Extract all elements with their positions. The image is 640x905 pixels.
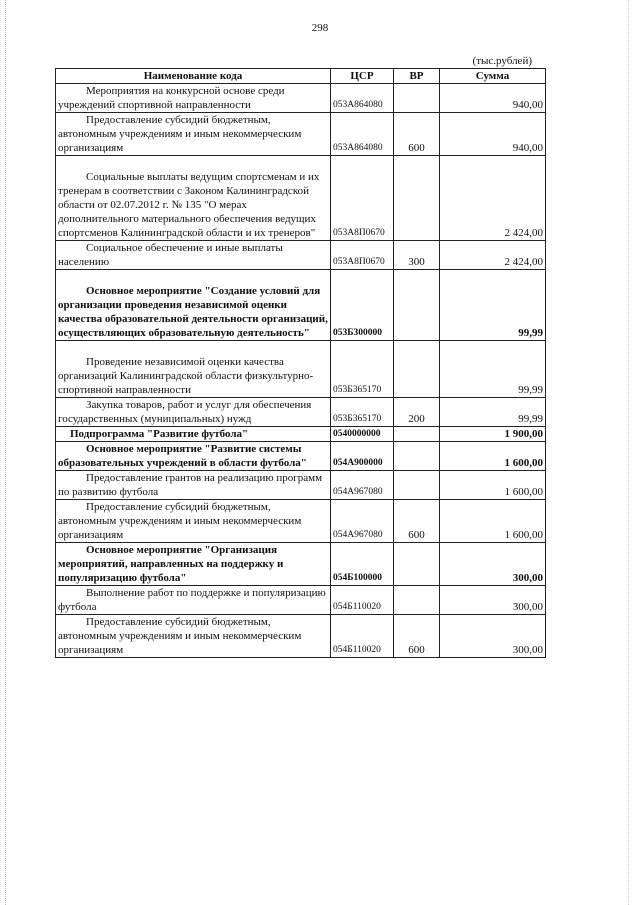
row-sum: 1 900,00 bbox=[440, 427, 546, 442]
row-name-first-line: Основное мероприятие "Создание условий bbox=[86, 285, 300, 297]
header-name: Наименование кода bbox=[56, 69, 331, 84]
row-csr: 054А967080 bbox=[331, 471, 394, 500]
row-name bbox=[56, 615, 331, 658]
row-name bbox=[56, 156, 331, 241]
row-vr: 300 bbox=[394, 241, 440, 270]
row-csr: 054Б110020 bbox=[331, 615, 394, 658]
table-row bbox=[56, 84, 546, 113]
row-sum: 99,99 bbox=[440, 270, 546, 341]
row-name-continuation: обеспечения государственных (муниципальных) нужд bbox=[58, 399, 312, 425]
row-vr bbox=[394, 341, 440, 398]
table-row bbox=[56, 341, 546, 398]
table-row bbox=[56, 442, 546, 471]
row-vr bbox=[394, 270, 440, 341]
row-name-first-line: Основное мероприятие "Организация bbox=[86, 544, 278, 556]
header-csr: ЦСР bbox=[331, 69, 394, 84]
row-sum: 99,99 bbox=[440, 341, 546, 398]
row-vr bbox=[394, 543, 440, 586]
table-row bbox=[56, 543, 546, 586]
row-vr bbox=[394, 586, 440, 615]
row-name bbox=[56, 500, 331, 543]
row-sum: 2 424,00 bbox=[440, 241, 546, 270]
row-sum: 300,00 bbox=[440, 543, 546, 586]
row-name-continuation: автономным учреждениям и иным некоммерческим организациям bbox=[58, 630, 302, 656]
row-sum: 1 600,00 bbox=[440, 442, 546, 471]
row-name bbox=[56, 543, 331, 586]
table-row bbox=[56, 398, 546, 427]
row-vr bbox=[394, 471, 440, 500]
row-vr: 200 bbox=[394, 398, 440, 427]
row-name-first-line: Основное мероприятие "Развитие системы bbox=[86, 443, 302, 455]
row-csr: 054А900000 bbox=[331, 442, 394, 471]
row-name-continuation: организаций Калининградской области физкультурно-спортивной направленности bbox=[58, 370, 314, 396]
row-name bbox=[56, 398, 331, 427]
row-vr bbox=[394, 442, 440, 471]
scan-edge-left bbox=[5, 0, 7, 905]
row-name-first-line: Предоставление субсидий бюджетным, bbox=[86, 616, 271, 628]
header-sum: Сумма bbox=[440, 69, 546, 84]
row-vr bbox=[394, 84, 440, 113]
row-name bbox=[56, 427, 331, 442]
row-csr: 053А864080 bbox=[331, 113, 394, 156]
row-sum: 99,99 bbox=[440, 398, 546, 427]
row-vr: 600 bbox=[394, 615, 440, 658]
row-name-first-line: Предоставление субсидий бюджетным, bbox=[86, 501, 271, 513]
row-csr: 054Б100000 bbox=[331, 543, 394, 586]
row-name-continuation: и их тренерам в соответствии с Законом Калининградской области от 02.07.2012 г. № 135 "О мерах дополнительного материального обеспечения ведущих спортсменов Калининградской области и их тренеров" bbox=[58, 171, 320, 239]
row-name-continuation: мероприятий, направленных на поддержку и популяризацию футбола" bbox=[58, 558, 284, 584]
row-name-first-line: Предоставление субсидий бюджетным, bbox=[86, 114, 271, 126]
header-vr: ВР bbox=[394, 69, 440, 84]
row-name bbox=[56, 241, 331, 270]
row-csr: 053А864080 bbox=[331, 84, 394, 113]
units-label: (тыс.рублей) bbox=[472, 55, 532, 67]
row-name-first-line: Мероприятия на конкурсной основе среди bbox=[86, 85, 285, 97]
row-name-continuation: образовательных учреждений в области футбола" bbox=[58, 457, 307, 469]
row-vr: 600 bbox=[394, 500, 440, 543]
row-name-continuation: для организации проведения независимой оценки качества образовательной деятельности организаций, осуществляющих образовательную деятельность" bbox=[58, 285, 328, 339]
row-vr: 600 bbox=[394, 113, 440, 156]
row-name-continuation: автономным учреждениям и иным некоммерческим организациям bbox=[58, 515, 302, 541]
row-vr bbox=[394, 427, 440, 442]
row-csr: 054А967080 bbox=[331, 500, 394, 543]
row-csr: 053Б365170 bbox=[331, 341, 394, 398]
row-name-first-line: Социальные выплаты ведущим спортсменам bbox=[86, 171, 297, 183]
row-csr: 053Б300000 bbox=[331, 270, 394, 341]
row-sum: 1 600,00 bbox=[440, 500, 546, 543]
row-sum: 2 424,00 bbox=[440, 156, 546, 241]
row-sum: 940,00 bbox=[440, 84, 546, 113]
row-name bbox=[56, 442, 331, 471]
row-name-first-line: Подпрограмма "Развитие футбола" bbox=[70, 428, 249, 440]
row-name bbox=[56, 270, 331, 341]
row-name-first-line: Закупка товаров, работ и услуг для bbox=[86, 399, 250, 411]
table-row bbox=[56, 241, 546, 270]
row-name-continuation: населению bbox=[58, 256, 110, 268]
row-sum: 300,00 bbox=[440, 615, 546, 658]
row-name-continuation: учреждений спортивной направленности bbox=[58, 99, 251, 111]
row-csr: 054Б110020 bbox=[331, 586, 394, 615]
row-name-first-line: Выполнение работ по поддержке и bbox=[86, 587, 250, 599]
row-name-continuation: автономным учреждениям и иным некоммерческим организациям bbox=[58, 128, 302, 154]
row-csr: 053Б365170 bbox=[331, 398, 394, 427]
table-row bbox=[56, 471, 546, 500]
row-name bbox=[56, 341, 331, 398]
row-name bbox=[56, 84, 331, 113]
page-number: 298 bbox=[311, 22, 329, 34]
row-name-first-line: Предоставление грантов на реализацию bbox=[86, 472, 274, 484]
table-header-row bbox=[56, 69, 546, 84]
row-name-continuation: программ по развитию футбола bbox=[58, 472, 323, 498]
row-name-first-line: Социальное обеспечение и иные выплаты bbox=[86, 242, 283, 254]
table-row bbox=[56, 615, 546, 658]
row-sum: 940,00 bbox=[440, 113, 546, 156]
budget-table bbox=[55, 68, 546, 658]
table-row bbox=[56, 427, 546, 442]
row-sum: 1 600,00 bbox=[440, 471, 546, 500]
table-row bbox=[56, 500, 546, 543]
table-row bbox=[56, 586, 546, 615]
row-name-first-line: Проведение независимой оценки качества bbox=[86, 356, 284, 368]
row-name bbox=[56, 586, 331, 615]
table-body bbox=[56, 84, 546, 658]
row-name-continuation: популяризацию футбола bbox=[58, 587, 326, 613]
table-row bbox=[56, 156, 546, 241]
row-csr: 053А8П0670 bbox=[331, 156, 394, 241]
table-row bbox=[56, 270, 546, 341]
row-name bbox=[56, 113, 331, 156]
row-csr: 053А8П0670 bbox=[331, 241, 394, 270]
row-csr: 0540000000 bbox=[331, 427, 394, 442]
row-sum: 300,00 bbox=[440, 586, 546, 615]
row-vr bbox=[394, 156, 440, 241]
scan-edge-right bbox=[628, 0, 630, 905]
table-row bbox=[56, 113, 546, 156]
row-name bbox=[56, 471, 331, 500]
